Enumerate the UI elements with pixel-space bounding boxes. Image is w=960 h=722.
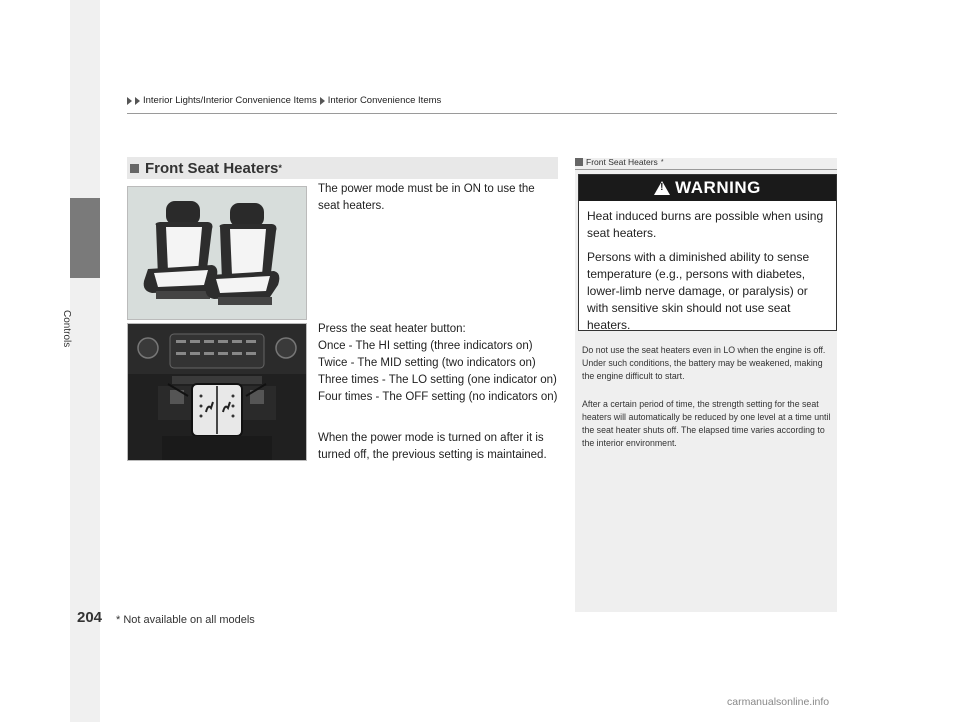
- front-seats-illustration: [127, 186, 307, 320]
- page-number: 204: [77, 609, 103, 626]
- footnote: * Not available on all models: [116, 614, 255, 626]
- breadcrumb-arrow-icon: [127, 97, 132, 105]
- instructions-intro: Press the seat heater button:: [318, 323, 466, 335]
- reference-icon: [575, 158, 583, 166]
- button-instructions: [318, 321, 558, 406]
- section-bullet-icon: [130, 164, 139, 173]
- warning-text: Heat induced burns are possible when using seat heaters.: [587, 209, 824, 240]
- watermark: carmanualsonline.info: [727, 696, 830, 708]
- warning-triangle-icon: [654, 181, 670, 195]
- warning-header: [579, 175, 836, 201]
- setting-three-times: Three times - The LO setting (one indicator on): [318, 374, 557, 386]
- header-rule: [127, 113, 837, 114]
- setting-four-times: Four times - The OFF setting (no indicators on): [318, 391, 558, 403]
- power-mode-text: The power mode must be in ON to use the seat heaters.: [318, 183, 535, 212]
- breadcrumb: [127, 95, 441, 106]
- breadcrumb-item[interactable]: Interior Lights/Interior Convenience Items: [143, 95, 317, 106]
- breadcrumb-item[interactable]: Interior Convenience Items: [327, 95, 442, 106]
- chapter-tab-marker: [70, 198, 100, 278]
- breadcrumb-arrow-icon: [320, 97, 325, 105]
- breadcrumb-arrow-icon: [135, 97, 140, 105]
- side-note-marker: *: [660, 158, 664, 166]
- previous-setting-text: When the power mode is turned on after it is turned off, the previous setting is maintained.: [318, 432, 547, 461]
- side-note-title: Front Seat Heaters: [586, 157, 658, 167]
- warning-label: WARNING: [675, 178, 761, 197]
- warning-text: Persons with a diminished ability to sense temperature (e.g., persons with diabetes, lower-limb nerve damage, or paralysis) or with sensitive skin should not use seat heaters.: [587, 250, 810, 332]
- chapter-label: Controls: [61, 310, 72, 348]
- side-note-heading: [575, 157, 837, 170]
- setting-once: Once - The HI setting (three indicators on): [318, 340, 533, 352]
- warning-box: [578, 174, 837, 331]
- warning-body: [579, 201, 836, 334]
- availability-marker: *: [278, 163, 282, 173]
- setting-twice: Twice - The MID setting (two indicators on): [318, 357, 536, 369]
- section-heading: [127, 157, 558, 179]
- auto-reduce-note: After a certain period of time, the strength setting for the seat heaters will automatically be reduced by one level at a time until the seat heater shuts off. The elapsed time varies according to the interior environment.: [582, 399, 831, 448]
- section-title: Front Seat Heaters: [145, 159, 279, 177]
- battery-note: Do not use the seat heaters even in LO when the engine is off. Under such conditions, the battery may be weakened, making the engine difficult to start.: [582, 345, 826, 381]
- seat-heater-button-illustration: [127, 323, 307, 461]
